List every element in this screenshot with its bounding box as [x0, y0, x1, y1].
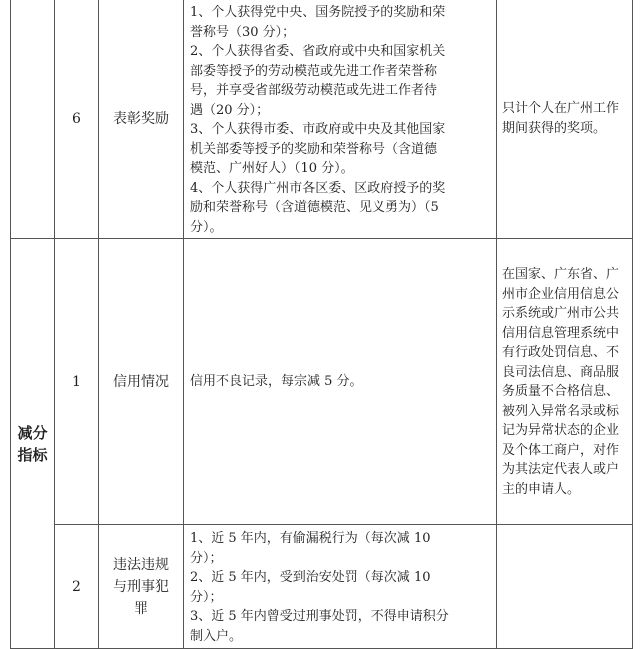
- scoring-standard: [184, 0, 497, 239]
- remark-line: 务质量不合格信息、: [502, 384, 620, 399]
- standard-line: 遇（20 分）；: [190, 102, 270, 118]
- standard-line: 部委等授予的劳动模范或先进工作者荣誉称: [190, 63, 438, 79]
- standard-line: 模范、广州好人）（10 分）。: [190, 161, 354, 176]
- standard-line: 机关部委等授予的奖励和荣誉称号（含道德: [190, 141, 438, 157]
- remark-cell: [497, 0, 633, 239]
- remark-line: 期间获得的奖项。: [502, 120, 607, 136]
- remark-line: 州市企业信用信息公: [502, 286, 620, 302]
- standard-line: 分）；: [190, 589, 223, 605]
- points-table: [10, 0, 633, 649]
- category-cell: [11, 0, 55, 239]
- standard-line: 1、个人获得党中央、国务院授予的奖励和荣: [190, 5, 446, 20]
- remark-line: 只计个人在广州工作: [502, 101, 620, 116]
- item-name: 信用情况: [99, 239, 184, 525]
- remark-line: 被列入异常名录或标: [502, 403, 620, 419]
- row-number: 2: [55, 525, 99, 649]
- remark-line: 记为异常状态的企业: [502, 423, 620, 438]
- remark-cell-empty: [497, 525, 633, 649]
- standard-line: 号，并享受省部级劳动模范或先进工作者待: [190, 83, 438, 98]
- row-number: 1: [55, 239, 99, 525]
- standard-line: 分）。: [190, 219, 223, 235]
- item-name: [99, 525, 184, 649]
- table-row-awards: [11, 0, 633, 239]
- scoring-standard: [184, 525, 497, 649]
- standard-line: 励和荣誉称号（含道德模范、见义勇为）（5: [190, 200, 439, 215]
- remark-line: 主的申请人。: [502, 481, 581, 497]
- category-deduction: [11, 239, 55, 649]
- item-name: 表彰奖励: [99, 0, 184, 239]
- standard-line: 2、个人获得省委、省政府或中央和国家机关: [190, 44, 446, 59]
- standard-line: 3、近 5 年内曾受过刑事处罚，不得申请积分: [190, 609, 449, 624]
- row-number: 6: [55, 0, 99, 239]
- remark-line: 在国家、广东省、广: [502, 267, 620, 282]
- remark-line: 信用信息管理系统中: [502, 325, 620, 341]
- scoring-standard: [184, 239, 497, 525]
- item-name-text: 违法违规与刑事犯罪: [113, 556, 169, 617]
- remark-line: 为其法定代表人或户: [502, 462, 620, 477]
- standard-line: 2、近 5 年内，受到治安处罚（每次减 10: [190, 570, 431, 585]
- remark-line: 有行政处罚信息、不: [502, 345, 620, 360]
- remark-line: 良司法信息、商品服: [502, 364, 620, 380]
- standard-line: 4、个人获得广州市各区委、区政府授予的奖: [190, 180, 446, 196]
- category-label: 减分指标: [17, 423, 48, 464]
- standard-line: 誉称号（30 分）；: [190, 24, 296, 40]
- standard-line: 1、近 5 年内，有偷漏税行为（每次减 10: [190, 531, 431, 546]
- standard-line: 信用不良记录，每宗减 5 分。: [190, 373, 363, 389]
- standard-line: 分）；: [190, 550, 223, 566]
- remark-line: 及个体工商户，对作: [502, 442, 620, 458]
- standard-line: 制入户。: [190, 628, 243, 644]
- remark-cell: [497, 239, 633, 525]
- table-row-violations: [11, 525, 633, 649]
- table-row-credit: [11, 239, 633, 525]
- standard-line: 3、个人获得市委、市政府或中央及其他国家: [190, 122, 446, 137]
- remark-line: 示系统或广州市公共: [502, 306, 620, 321]
